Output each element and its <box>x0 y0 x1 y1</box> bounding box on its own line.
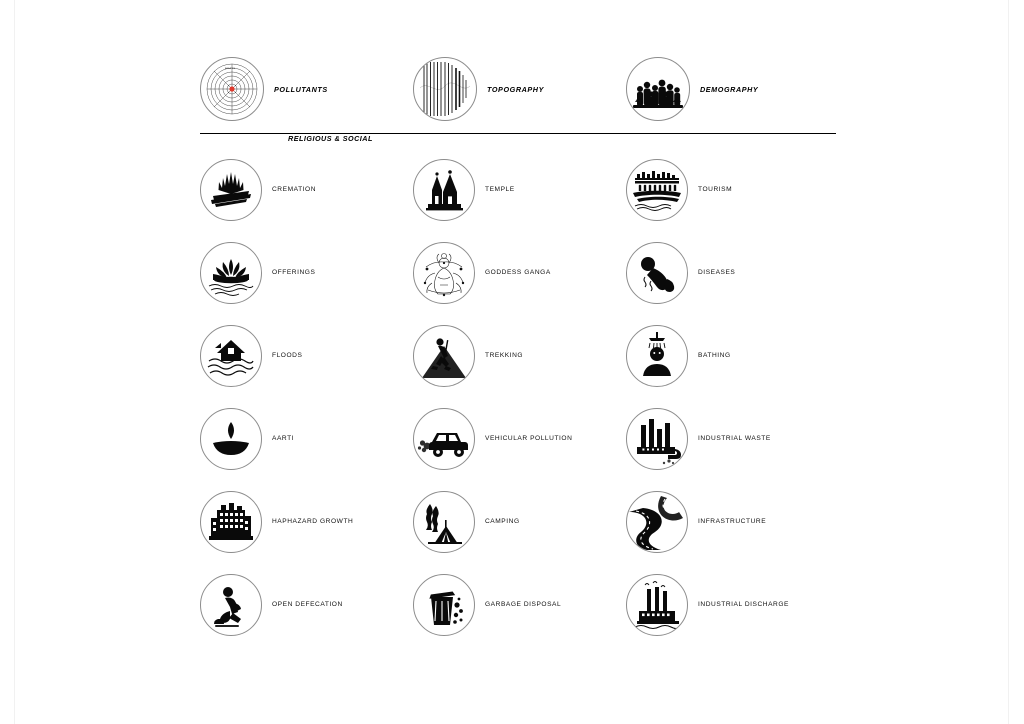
factory-waste-icon <box>626 408 688 470</box>
header-item-label: DEMOGRAPHY <box>700 84 759 94</box>
grid-item-label: DISEASES <box>698 269 736 276</box>
trekker-icon <box>413 325 475 387</box>
grid-item-offerings[interactable] <box>200 231 413 314</box>
flood-house-icon <box>200 325 262 387</box>
grid-item-trekking[interactable] <box>413 314 626 397</box>
grid-item-vehicular-pollution[interactable] <box>413 397 626 480</box>
grid-item-open-defecation[interactable] <box>200 563 413 646</box>
car-exhaust-icon <box>413 408 475 470</box>
grid-item-diseases[interactable] <box>626 231 839 314</box>
header-item-demography[interactable] <box>626 48 839 130</box>
page-guide-right <box>1008 0 1009 724</box>
header-item-pollutants[interactable] <box>200 48 413 130</box>
squatting-person-icon <box>200 574 262 636</box>
grid-item-label: CREMATION <box>272 186 317 193</box>
crowd-people-icon <box>626 57 690 121</box>
funeral-pyre-icon <box>200 159 262 221</box>
contour-lines-icon <box>413 57 477 121</box>
grid-item-label: GARBAGE DISPOSAL <box>485 601 562 608</box>
grid-item-label: CAMPING <box>485 518 520 525</box>
grid-item-temple[interactable] <box>413 148 626 231</box>
header-item-label: POLLUTANTS <box>274 84 328 94</box>
goddess-ganga-icon <box>413 242 475 304</box>
header-item-topography[interactable] <box>413 48 626 130</box>
grid-item-aarti[interactable] <box>200 397 413 480</box>
grid-item-floods[interactable] <box>200 314 413 397</box>
section-title: RELIGIOUS & SOCIAL <box>288 134 373 143</box>
grid-item-infrastructure[interactable] <box>626 480 839 563</box>
garbage-bin-icon <box>413 574 475 636</box>
dense-buildings-icon <box>200 491 262 553</box>
grid-item-tourism[interactable] <box>626 148 839 231</box>
highway-road-icon <box>626 491 688 553</box>
grid-item-label: VEHICULAR POLLUTION <box>485 435 573 442</box>
header-row <box>200 48 840 130</box>
grid-item-camping[interactable] <box>413 480 626 563</box>
grid-item-cremation[interactable] <box>200 148 413 231</box>
grid-item-label: AARTI <box>272 435 295 442</box>
grid-item-label: TREKKING <box>485 352 524 359</box>
grid-item-garbage-disposal[interactable] <box>413 563 626 646</box>
grid-item-haphazard-growth[interactable] <box>200 480 413 563</box>
grid-item-bathing[interactable] <box>626 314 839 397</box>
bathing-person-icon <box>626 325 688 387</box>
lotus-offering-icon <box>200 242 262 304</box>
page-guide-left <box>14 0 15 724</box>
svg-text:AREA 100: AREA 100 <box>225 68 236 70</box>
grid-item-industrial-waste[interactable] <box>626 397 839 480</box>
radar-target-icon <box>200 57 264 121</box>
grid-item-label: TOURISM <box>698 186 733 193</box>
grid-item-label: INDUSTRIAL DISCHARGE <box>698 601 789 608</box>
grid-item-label: HAPHAZARD GROWTH <box>272 518 354 525</box>
grid-item-label: INFRASTRUCTURE <box>698 518 767 525</box>
temple-icon <box>413 159 475 221</box>
industrial-discharge-icon <box>626 574 688 636</box>
grid-item-label: BATHING <box>698 352 731 359</box>
grid-item-label: FLOODS <box>272 352 303 359</box>
grid-item-label: INDUSTRIAL WASTE <box>698 435 771 442</box>
grid-item-industrial-discharge[interactable] <box>626 563 839 646</box>
svg-text:.: . <box>245 103 246 105</box>
grid-item-label: OPEN DEFECATION <box>272 601 343 608</box>
header-item-label: TOPOGRAPHY <box>487 84 544 94</box>
oil-lamp-icon <box>200 408 262 470</box>
grid-item-label: GODDESS GANGA <box>485 269 551 276</box>
sick-person-icon <box>626 242 688 304</box>
grid-item-label: TEMPLE <box>485 186 515 193</box>
grid-item-goddess-ganga[interactable] <box>413 231 626 314</box>
grid-item-label: OFFERINGS <box>272 269 316 276</box>
tent-icon <box>413 491 475 553</box>
tourist-boats-icon <box>626 159 688 221</box>
icon-grid <box>200 148 840 646</box>
